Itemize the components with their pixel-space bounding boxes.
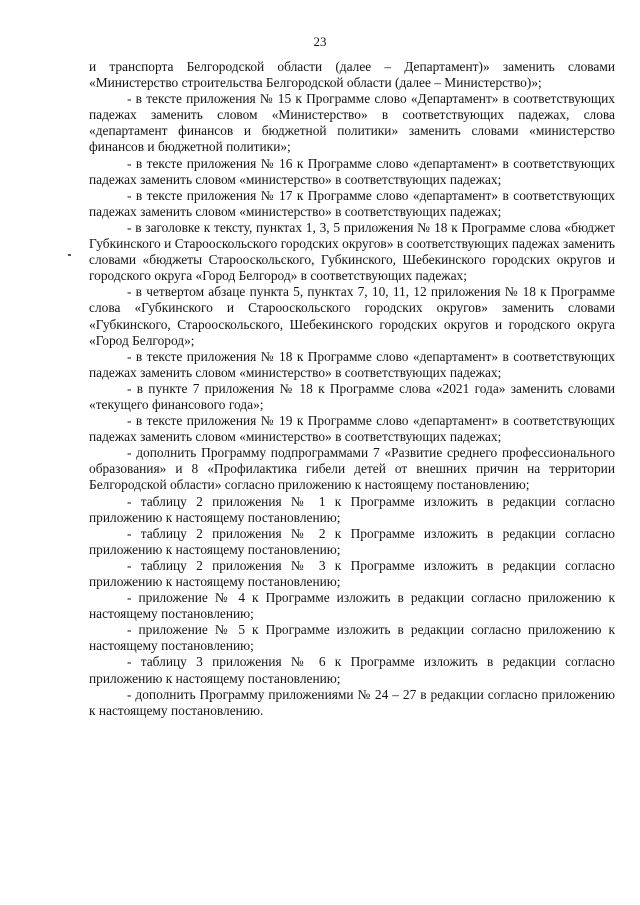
paragraph: - в тексте приложения № 15 к Программе слово «Департамент» в соответствующих падежах заменить словом «Министерство» в соответствующих падежах, слова «департамент финансов и бюджетной политики» заменить словами «министерство финансов и бюджетной политики»; xyxy=(89,91,615,155)
page-number: 23 xyxy=(313,34,327,49)
paragraph: - таблицу 2 приложения № 2 к Программе изложить в редакции согласно приложению к настоящему постановлению; xyxy=(89,525,615,557)
paragraph: - в тексте приложения № 18 к Программе слово «департамент» в соответствующих падежах заменить словом «министерство» в соответствующих падежах; xyxy=(89,348,615,380)
paragraph: - приложение № 5 к Программе изложить в редакции согласно приложению к настоящему постановлению; xyxy=(89,622,615,654)
paragraph: и транспорта Белгородской области (далее – Департамент)» заменить словами «Министерство строительства Белгородской области (далее – Министерство)»; xyxy=(89,59,615,91)
paragraph: - таблицу 2 приложения № 3 к Программе изложить в редакции согласно приложению к настоящему постановлению; xyxy=(89,557,615,589)
paragraph: - в четвертом абзаце пункта 5, пунктах 7, 10, 11, 12 приложения № 18 к Программе слова «Губкинского и Старооскольского городских округов» заменить словами «Губкинского, Старооскольского, Шебекинского городских округов и городского округа «Город Белгород»; xyxy=(89,284,615,348)
paragraph: - в тексте приложения № 17 к Программе слово «департамент» в соответствующих падежах заменить словом «министерство» в соответствующих падежах; xyxy=(89,187,615,219)
paragraph: - таблицу 3 приложения № 6 к Программе изложить в редакции согласно приложению к настоящему постановлению; xyxy=(89,654,615,686)
paragraph: - в тексте приложения № 19 к Программе слово «департамент» в соответствующих падежах заменить словом «министерство» в соответствующих падежах; xyxy=(89,413,615,445)
scan-mark xyxy=(68,254,71,256)
paragraph: - в пункте 7 приложения № 18 к Программе слова «2021 года» заменить словами «текущего финансового года»; xyxy=(89,380,615,412)
paragraph: - дополнить Программу приложениями № 24 – 27 в редакции согласно приложению к настоящему постановлению. xyxy=(89,686,615,718)
paragraph: - дополнить Программу подпрограммами 7 «Развитие среднего профессионального образования» и 8 «Профилактика гибели детей от внешних причин на территории Белгородской области» согласно приложению к настоящему постановлению; xyxy=(89,445,615,493)
paragraph: - в тексте приложения № 16 к Программе слово «департамент» в соответствующих падежах заменить словом «министерство» в соответствующих падежах; xyxy=(89,155,615,187)
document-body xyxy=(89,59,615,719)
paragraph: - в заголовке к тексту, пунктах 1, 3, 5 приложения № 18 к Программе слова «бюджет Губкинского и Старооскольского городских округов» в соответствующих падежах заменить словами «бюджеты Старооскольского, Губкинского, Шебекинского городских округов и городского округа «Город Белгород» в соответствующих падежах; xyxy=(89,219,615,284)
paragraph: - таблицу 2 приложения № 1 к Программе изложить в редакции согласно приложению к настоящему постановлению; xyxy=(89,493,615,525)
paragraph: - приложение № 4 к Программе изложить в редакции согласно приложению к настоящему постановлению; xyxy=(89,590,615,622)
